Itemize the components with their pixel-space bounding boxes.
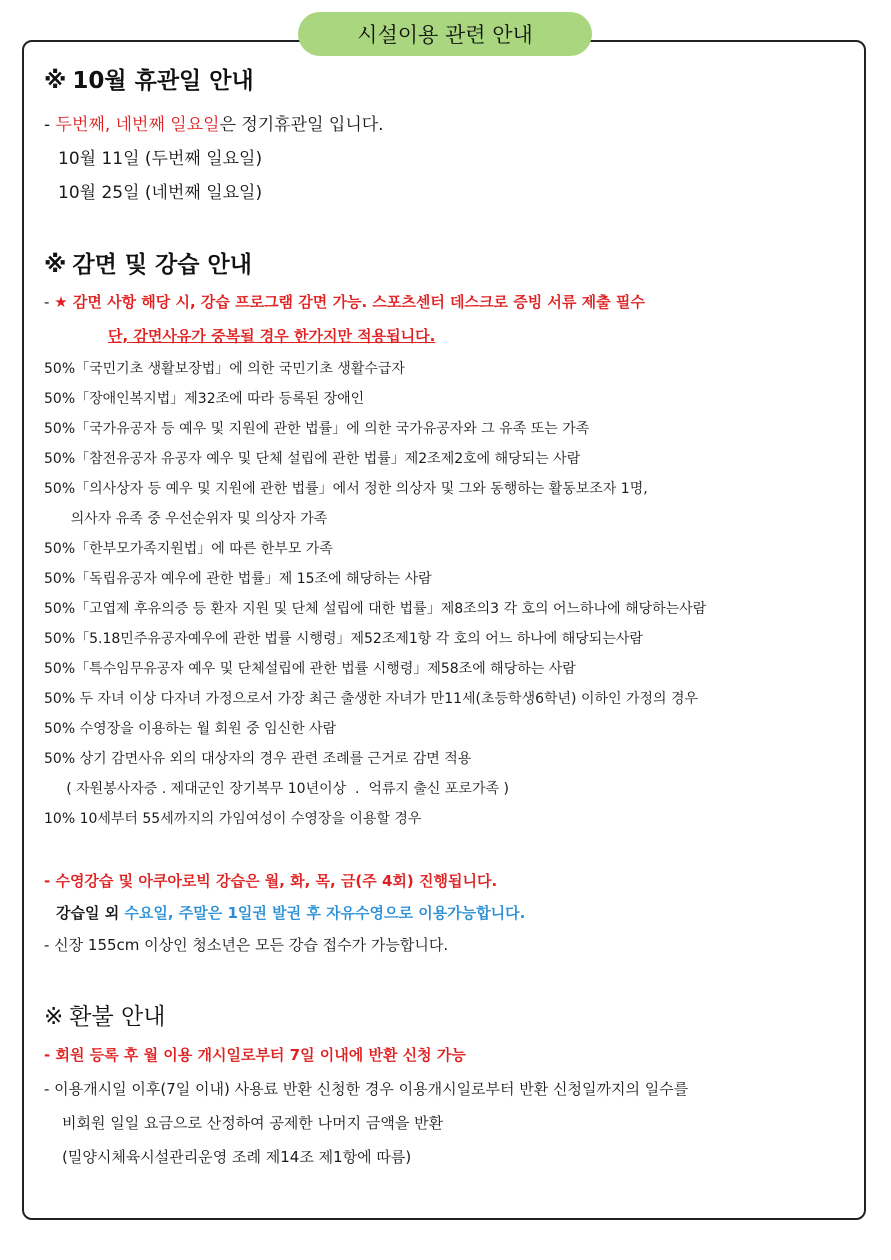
free-swim-line: [56, 902, 525, 923]
page-title: 시설이용 관련 안내: [298, 12, 592, 56]
discount-item: 50%「한부모가족지원법」에 따른 한부모 가족: [44, 541, 333, 557]
discount-item: 50%「고엽제 후유의증 등 환자 지원 및 단체 설립에 대한 법률」제8조의3 각 호의 어느하나에 해당하는사람: [44, 601, 707, 617]
lesson-schedule: - 수영강습 및 아쿠아로빅 강습은 월, 화, 목, 금(주 4회) 진행됩니다.: [44, 872, 498, 890]
discount-notice-2: 단, 감면사유가 중복될 경우 한가지만 적용됩니다.: [108, 327, 436, 345]
free-swim-text: 수요일, 주말은 1일권 발권 후 자유수영으로 이용가능합니다.: [124, 904, 526, 922]
closure-dash: -: [44, 115, 56, 135]
star-icon: ★: [54, 293, 68, 311]
discount-item: 10% 10세부터 55세까지의 가임여성이 수영장을 이용할 경우: [44, 811, 422, 827]
discount-heading: [44, 246, 252, 279]
free-swim-prefix: 강습일 외: [56, 904, 125, 922]
closure-heading: [44, 62, 254, 95]
closure-date-2: 10월 25일 (네번째 일요일): [58, 183, 263, 203]
refund-line-4: (밀양시체육시설관리운영 조례 제14조 제1항에 따름): [62, 1148, 412, 1166]
discount-item: 50%「특수임무유공자 예우 및 단체설립에 관한 법률 시행령」제58조에 해당하는 사람: [44, 661, 576, 677]
refund-line-1: - 회원 등록 후 월 이용 개시일로부터 7일 이내에 반환 신청 가능: [44, 1046, 466, 1064]
discount-item: 50%「독립유공자 예우에 관한 법률」제 15조에 해당하는 사람: [44, 571, 432, 587]
closure-heading-text: 10월 휴관일 안내: [72, 68, 254, 94]
discount-item: 50%「장애인복지법」제32조에 따라 등록된 장애인: [44, 391, 365, 407]
discount-item: ( 자원봉사자증 . 제대군인 장기복무 10년이상 . 억류지 출신 포로가족 ): [44, 781, 509, 797]
discount-item: 50%「의사상자 등 예우 및 지원에 관한 법률」에서 정한 의상자 및 그와 동행하는 활동보조자 1명,: [44, 481, 648, 497]
refund-heading: [44, 998, 165, 1031]
discount-notice: [44, 291, 645, 312]
discount-item: 50% 상기 감면사유 외의 대상자의 경우 관련 조례를 근거로 감면 적용: [44, 751, 472, 767]
discount-item: 50% 수영장을 이용하는 월 회원 중 임신한 사람: [44, 721, 337, 737]
discount-heading-text: 감면 및 강습 안내: [72, 252, 252, 278]
discount-item: 의사자 유족 중 우선순위자 및 의상자 가족: [44, 511, 328, 527]
notice-text: 감면 사항 해당 시, 강습 프로그램 감면 가능. 스포츠센터 데스크로 증빙 서류 제출 필수: [67, 293, 645, 311]
closure-text: 은 정기휴관일 입니다.: [219, 115, 384, 135]
reference-mark-icon: ※: [44, 1004, 64, 1030]
closure-line: [44, 110, 384, 135]
refund-line-3: 비회원 일일 요금으로 산정하여 공제한 나머지 금액을 반환: [62, 1114, 444, 1132]
discount-item: 50%「국민기초 생활보장법」에 의한 국민기초 생활수급자: [44, 361, 405, 377]
height-line: - 신장 155cm 이상인 청소년은 모든 강습 접수가 가능합니다.: [44, 936, 449, 954]
refund-line-2: - 이용개시일 이후(7일 이내) 사용료 반환 신청한 경우 이용개시일로부터 반환 신청일까지의 일수를: [44, 1080, 689, 1098]
notice-dash: -: [44, 293, 55, 311]
closure-days: 두번째, 네번째 일요일: [55, 115, 220, 135]
discount-item: 50%「5.18민주유공자예우에 관한 법률 시행령」제52조제1항 각 호의 어느 하나에 해당되는사람: [44, 631, 643, 647]
discount-item: 50%「참전유공자 유공자 예우 및 단체 설립에 관한 법률」제2조제2호에 해당되는 사람: [44, 451, 581, 467]
reference-mark-icon: ※: [44, 68, 67, 94]
discount-item: 50%「국가유공자 등 예우 및 지원에 관한 법률」에 의한 국가유공자와 그 유족 또는 가족: [44, 421, 590, 437]
discount-item: 50% 두 자녀 이상 다자녀 가정으로서 가장 최근 출생한 자녀가 만11세(초등학생6학년) 이하인 가정의 경우: [44, 691, 699, 707]
closure-date-1: 10월 11일 (두번째 일요일): [58, 149, 263, 169]
refund-heading-text: 환불 안내: [69, 1004, 166, 1030]
reference-mark-icon: ※: [44, 252, 67, 278]
